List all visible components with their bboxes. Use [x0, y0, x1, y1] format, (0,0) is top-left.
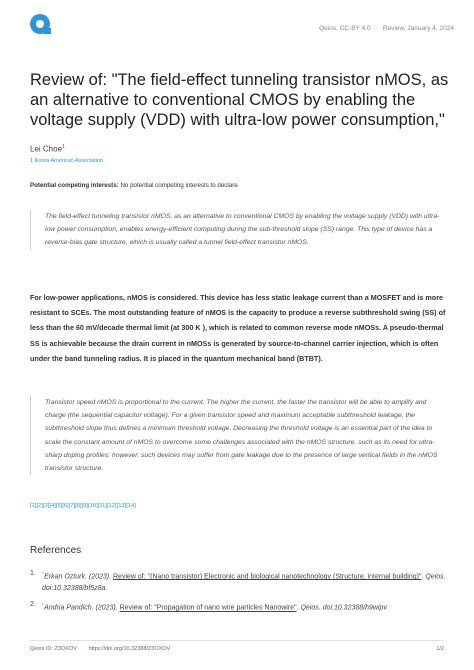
author	[30, 144, 65, 154]
footer-separator: ·	[81, 646, 84, 652]
reference-body: ^Andria Pandich. (2023). Review of: "Propagation of nano wire particles Nanowire". Qeios. doi:10.32388/h9wipv.	[42, 602, 389, 612]
quote-block-2: Transistor speed nMOS is proportional to the current. The higher the current, the faster the transistor will be able to amplify and charge (the sequential capacitor voltage). For a given transistor speed and maximum acceptable subthreshold leakage, the subthreshold slope thus defines a minimum threshold voltage. Decreasing the threshold voltage is an essential part of the idea to scale the constant amount of nMOS to overcome some challenges associated with the nMOS structure, such as its need for ultra-sharp doping profiles; however, such devices may suffer from gate leakage due to the presence of large vertical fields in the nMOS transistor structure.	[30, 396, 444, 475]
reference-author: Erkan Ozturk. (2023).	[44, 573, 112, 581]
header-meta	[319, 25, 454, 32]
footer-left	[30, 646, 170, 652]
reference-number: 2.	[30, 601, 36, 609]
author-sup: 1	[62, 144, 65, 150]
citation-links[interactable]: [1][2][3][4][5][6][7][8][9][10][11][12][13][14]	[30, 503, 136, 509]
qeios-logo[interactable]	[30, 14, 50, 34]
references-heading: References	[30, 545, 82, 556]
reference-body: ^Erkan Ozturk. (2023). Review of: "(Nano transistor) Electronic and biological nanotechnology (Structure, internal building)". Qeios. doi:10.32388/bf5z8a.	[42, 571, 446, 592]
competing-label: Potential competing interests:	[30, 182, 119, 189]
reference-doi: doi:10.32388/bf5z8a.	[42, 584, 108, 592]
reference-journal: Qeios	[425, 573, 444, 581]
footer-doi-link[interactable]: https://doi.org/10.32388/Z3OXOV	[88, 646, 171, 652]
reference-backlink[interactable]: ^	[42, 602, 45, 608]
bold-paragraph: For low-power applications, nMOS is considered. This device has less static leakage current than a MOSFET and is more resistant to SCEs. The most outstanding feature of nMOS is the capacity to produce a reverse subthreshold swing (SS) of less than the 60 mV/decade thermal limit (at 300 K ), which is related to common reverse mode nMOSs. A pseudo-thermal SS is achievable because the drain current in nMOSs is generated by source-to-channel carrier injection, which is often under the band tunneling radius. It is placed in the quantum mechanical band (BTBT).	[30, 293, 446, 363]
reference-author: Andria Pandich. (2023).	[44, 604, 118, 612]
reference-number: 1.	[30, 570, 36, 577]
competing-interests	[30, 182, 239, 189]
references-list	[30, 568, 450, 619]
affiliation[interactable]: 1 Korea American Association	[30, 158, 104, 164]
reference-item	[30, 599, 450, 614]
footer-qeios-id: Qeios ID: Z3OXOV	[30, 646, 77, 652]
author-name: Lei Choe	[30, 144, 63, 154]
reference-link[interactable]: Review of: "Propagation of nano wire particles Nanowire"	[119, 604, 297, 612]
competing-text: No potential competing interests to declare.	[120, 182, 240, 189]
page-footer	[30, 640, 444, 652]
page-title: Review of: "The field-effect tunneling transistor nMOS, as an alternative to conventional CMOS by enabling the voltage supply (VDD) with ultra-low power consumption,"	[30, 71, 449, 129]
quote-block-1: The field-effect tunneling transistor nMOS, as an alternative to conventional CMOS by enabling the voltage supply (VDD) with ultra-low power consumption, enables energy-efficient computing during the sub-threshold slope (SS) range. This type of device has a reverse-bias gate structure, which is usually called a tunnel field-effect transistor nMOS.	[30, 210, 444, 250]
logo-tail	[44, 28, 51, 34]
logo-inner	[36, 20, 44, 28]
reference-doi: doi:10.32388/h9wipv.	[322, 604, 389, 612]
reference-link[interactable]: Review of: "(Nano transistor) Electronic and biological nanotechnology (Structure, internal building)"	[113, 573, 422, 581]
reference-backlink[interactable]: ^	[42, 571, 45, 576]
page-number: 1/2	[436, 646, 444, 652]
publisher-license: Qeios, CC-BY 4.0	[319, 25, 371, 32]
reference-journal: Qeios	[300, 604, 319, 612]
reference-item	[30, 568, 450, 594]
meta-separator: ·	[375, 25, 378, 32]
review-date: Review, January 4, 2024	[382, 25, 454, 32]
